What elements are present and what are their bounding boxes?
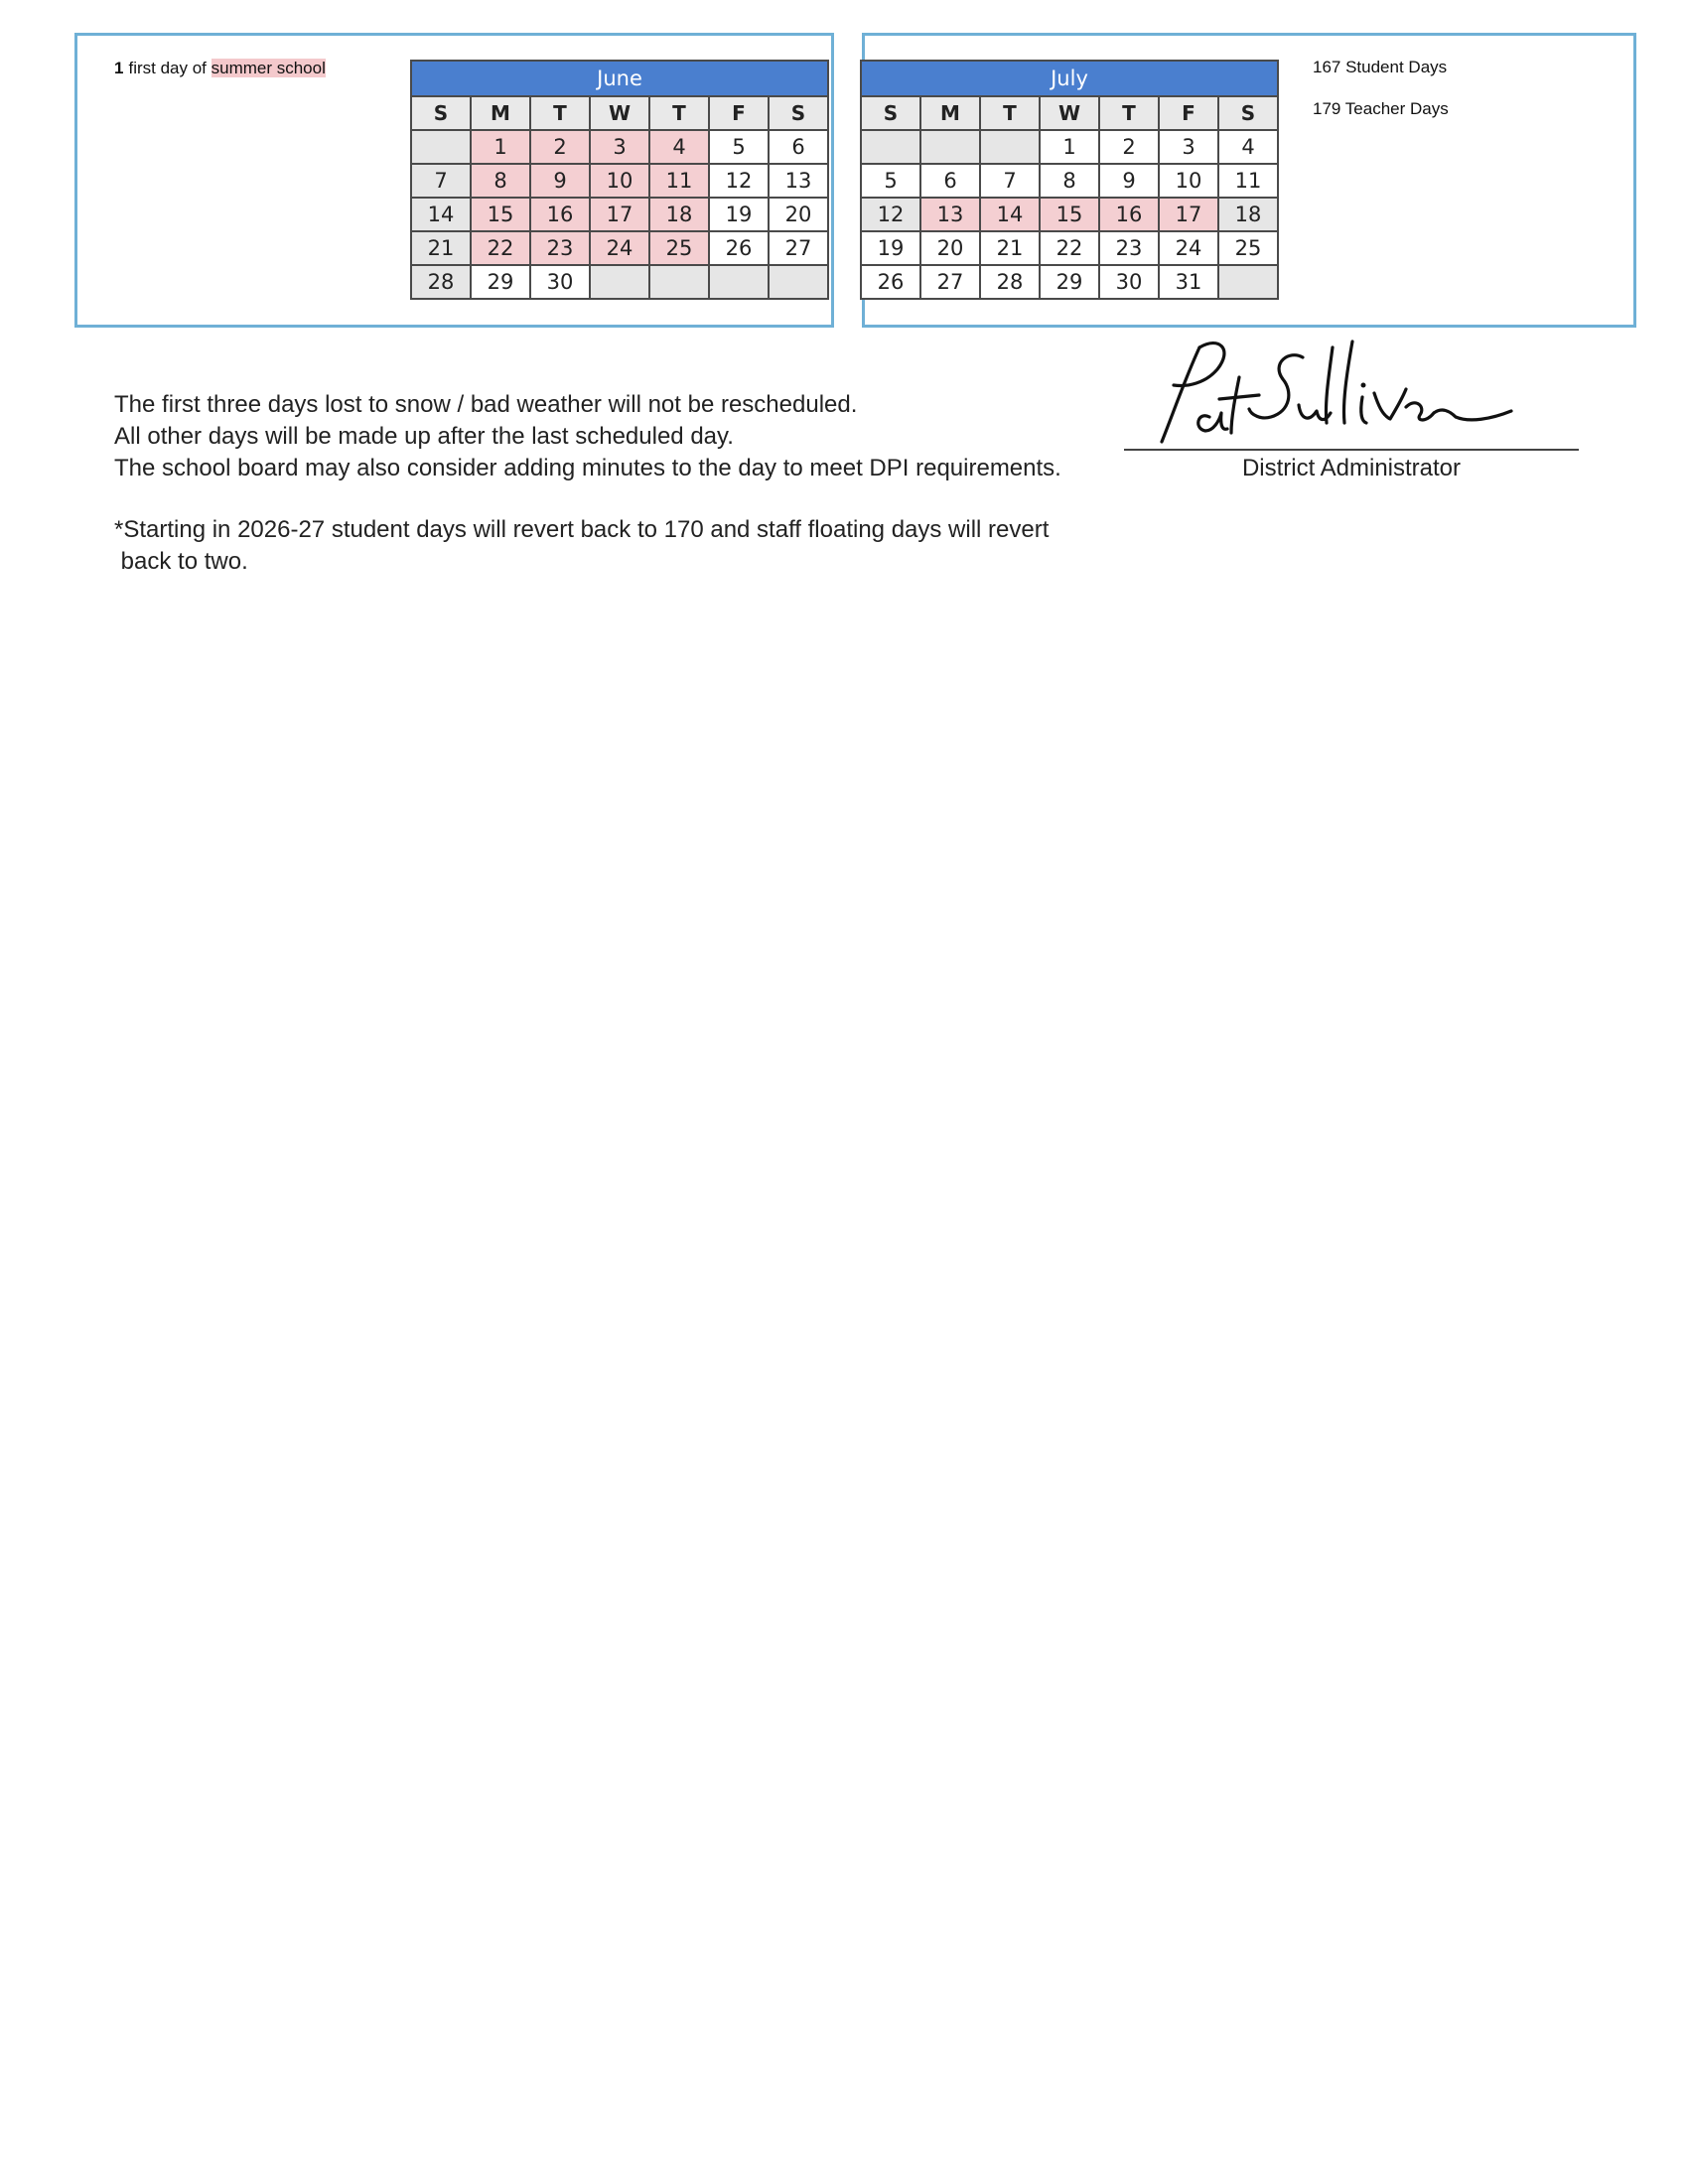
june-day-cell: 11 — [649, 164, 709, 198]
note-text: first day of — [128, 59, 211, 77]
june-day-header: S — [411, 96, 471, 130]
june-day-header: T — [530, 96, 590, 130]
july-day-cell: 31 — [1159, 265, 1218, 299]
july-month-header: July — [861, 61, 1278, 96]
july-day-cell: 12 — [861, 198, 920, 231]
june-empty-cell — [411, 130, 471, 164]
july-day-cell: 26 — [861, 265, 920, 299]
july-day-cell: 20 — [920, 231, 980, 265]
july-day-cell: 30 — [1099, 265, 1159, 299]
june-week-row — [411, 198, 828, 231]
july-day-cell: 2 — [1099, 130, 1159, 164]
july-week-row — [861, 130, 1278, 164]
july-empty-cell — [861, 130, 920, 164]
june-calendar — [410, 60, 829, 300]
july-week-row — [861, 265, 1278, 299]
policy-line-2: All other days will be made up after the last scheduled day. — [114, 423, 734, 450]
june-empty-cell — [709, 265, 769, 299]
june-day-cell: 28 — [411, 265, 471, 299]
june-day-cell: 24 — [590, 231, 649, 265]
july-week-row — [861, 164, 1278, 198]
june-day-cell: 12 — [709, 164, 769, 198]
june-day-cell: 16 — [530, 198, 590, 231]
july-day-header: T — [980, 96, 1040, 130]
july-day-cell: 19 — [861, 231, 920, 265]
teacher-days: 179 Teacher Days — [1313, 99, 1449, 118]
july-day-header: M — [920, 96, 980, 130]
july-empty-cell — [920, 130, 980, 164]
july-day-header: S — [861, 96, 920, 130]
june-day-cell: 13 — [769, 164, 828, 198]
july-day-cell: 7 — [980, 164, 1040, 198]
june-empty-cell — [769, 265, 828, 299]
july-day-cell: 21 — [980, 231, 1040, 265]
july-day-cell: 5 — [861, 164, 920, 198]
july-day-cell: 24 — [1159, 231, 1218, 265]
july-day-cell: 13 — [920, 198, 980, 231]
july-day-cell: 14 — [980, 198, 1040, 231]
june-day-cell: 19 — [709, 198, 769, 231]
june-week-row — [411, 164, 828, 198]
june-day-cell: 25 — [649, 231, 709, 265]
june-week-row — [411, 130, 828, 164]
note-number: 1 — [114, 59, 124, 77]
note-highlight: summer school — [211, 59, 326, 77]
june-day-cell: 4 — [649, 130, 709, 164]
june-day-cell: 29 — [471, 265, 530, 299]
june-week-row — [411, 231, 828, 265]
signature-title: District Administrator — [1241, 455, 1462, 481]
july-day-cell: 9 — [1099, 164, 1159, 198]
june-day-cell: 9 — [530, 164, 590, 198]
july-day-cell: 10 — [1159, 164, 1218, 198]
june-week-row — [411, 265, 828, 299]
june-day-cell: 23 — [530, 231, 590, 265]
july-empty-cell — [980, 130, 1040, 164]
june-day-cell: 26 — [709, 231, 769, 265]
june-day-cell: 27 — [769, 231, 828, 265]
student-days: 167 Student Days — [1313, 58, 1448, 76]
july-day-cell: 18 — [1218, 198, 1278, 231]
policy-line-5: back to two. — [114, 548, 248, 575]
june-day-header: M — [471, 96, 530, 130]
policy-line-4: *Starting in 2026-27 student days will revert back to 170 and staff floating days will revert — [114, 516, 1050, 543]
july-empty-cell — [1218, 265, 1278, 299]
july-week-row — [861, 231, 1278, 265]
july-day-cell: 15 — [1040, 198, 1099, 231]
july-day-cell: 23 — [1099, 231, 1159, 265]
july-day-cell: 4 — [1218, 130, 1278, 164]
policy-line-1: The first three days lost to snow / bad weather will not be rescheduled. — [114, 391, 858, 418]
summer-school-note — [114, 59, 326, 78]
june-day-cell: 10 — [590, 164, 649, 198]
june-month-header: June — [411, 61, 828, 96]
signature-line — [1124, 449, 1579, 451]
july-day-cell: 22 — [1040, 231, 1099, 265]
july-day-header: T — [1099, 96, 1159, 130]
july-day-cell: 16 — [1099, 198, 1159, 231]
july-day-cell: 1 — [1040, 130, 1099, 164]
june-empty-cell — [590, 265, 649, 299]
june-day-cell: 7 — [411, 164, 471, 198]
june-day-cell: 18 — [649, 198, 709, 231]
june-day-header: F — [709, 96, 769, 130]
june-day-cell: 17 — [590, 198, 649, 231]
june-day-header: W — [590, 96, 649, 130]
july-week-row — [861, 198, 1278, 231]
july-day-cell: 28 — [980, 265, 1040, 299]
june-day-cell: 21 — [411, 231, 471, 265]
july-day-header: S — [1218, 96, 1278, 130]
july-day-cell: 25 — [1218, 231, 1278, 265]
july-calendar — [860, 60, 1279, 300]
july-day-cell: 3 — [1159, 130, 1218, 164]
june-day-cell: 2 — [530, 130, 590, 164]
june-day-cell: 30 — [530, 265, 590, 299]
june-day-cell: 3 — [590, 130, 649, 164]
june-day-cell: 15 — [471, 198, 530, 231]
june-day-cell: 6 — [769, 130, 828, 164]
policy-text — [114, 389, 1167, 578]
july-day-header: W — [1040, 96, 1099, 130]
june-day-cell: 14 — [411, 198, 471, 231]
july-day-header: F — [1159, 96, 1218, 130]
june-day-cell: 5 — [709, 130, 769, 164]
june-day-cell: 20 — [769, 198, 828, 231]
july-day-cell: 6 — [920, 164, 980, 198]
june-day-cell: 8 — [471, 164, 530, 198]
july-day-cell: 11 — [1218, 164, 1278, 198]
signature-image — [1122, 328, 1579, 457]
july-day-cell: 17 — [1159, 198, 1218, 231]
june-day-cell: 1 — [471, 130, 530, 164]
july-day-cell: 27 — [920, 265, 980, 299]
july-day-cell: 29 — [1040, 265, 1099, 299]
july-day-cell: 8 — [1040, 164, 1099, 198]
policy-line-3: The school board may also consider adding minutes to the day to meet DPI requirements. — [114, 455, 1061, 481]
june-day-cell: 22 — [471, 231, 530, 265]
june-empty-cell — [649, 265, 709, 299]
june-day-header: T — [649, 96, 709, 130]
june-day-header: S — [769, 96, 828, 130]
